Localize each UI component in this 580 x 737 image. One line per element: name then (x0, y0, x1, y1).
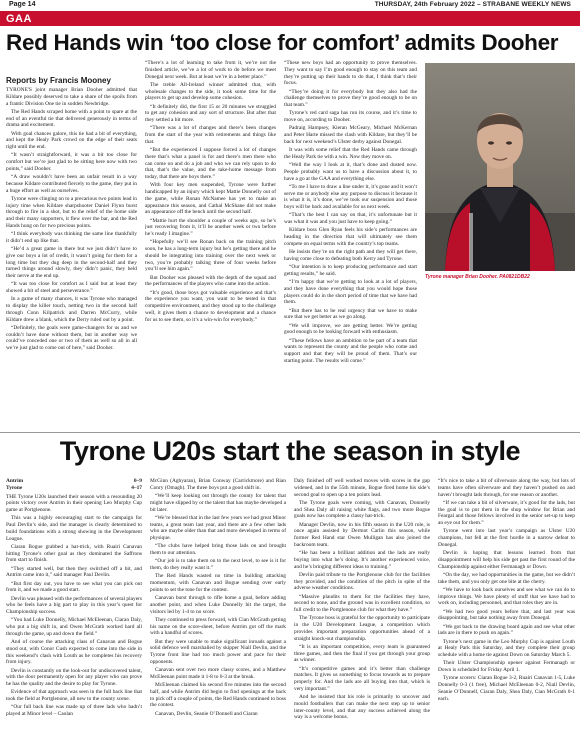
paragraph: “The clubs have helped bring those lads on and brought them to our attention. (150, 543, 286, 556)
paragraph: Manager Devlin, now in his fifth season in the U20 role, is once again assisted by Dermot Carlin this season, while former Red Hand star Owen Mulligan has also joined the backroom team. (294, 521, 430, 548)
paragraph: They continued to press forward, with Cian McGrath getting his name on the score-sheet, before Antrim got off the mark with a handful of scores. (150, 616, 286, 637)
paragraph: “But there has to be real urgency that we have to make sure that we get better as we go along. (284, 307, 417, 321)
paragraph: “It is an important competition, every team is guaranteed three games, and then the final if you get through your group as winner. (294, 643, 430, 664)
paragraph: “It’s nice to take a bit of silverware along the way, but lots of teams have often silverware and they haven’t pushed on and haven’t brought lads through, for one reason or another. (438, 478, 575, 498)
paragraph: Tyrone were clinging on to a precarious two points lead in injury time when Kildare sharpshooter Daniel Flynn burst through to fire in a shot, but to the relief of the home side and their many supporters, it flew over the bar, and the Red Hands hung on for two precious points. (6, 195, 137, 229)
paragraph: “These fellows have an ambition to be part of a team that wants to represent the county and the people who come and support and that they will be proud of them. That’s our starting point. The results will come.” (284, 337, 417, 364)
paragraph: “We got back to the drawing board again and see what other lads are in there to push on again.” (438, 623, 575, 637)
paragraph: Devlin is hoping that lessons learned from that disappointment will help his side get past the first round of the Championship against either Fermanagh or Down. (438, 550, 575, 570)
paragraph: And he insisted that his role is primarily to uncover and mould footballers that can make the next step up to senior inter-county level, and that any success achieved along the way is a welcome bonus. (294, 694, 430, 721)
paragraph: “We have to look back ourselves and see what we can do to improve things. We have plenty of stuff that we have had to work on, including personnel, and that roles they are in. (438, 586, 575, 607)
away-score: 4–17 (131, 484, 142, 491)
paragraph: Tyrone’s next game in the Leo Murphy Cup is against Louth at Healy Park this Saturday, and they complete their group schedule with a home tie against Down on Saturday March 5. (438, 638, 575, 658)
paragraph: Canavan burst through to rifle home a goal, before adding another point, and when Luke Donnelly hit the target, the visitors led by 1-4 to no score. (150, 595, 286, 615)
paragraph: “We had two good years before that, and last year was disappointing, but take nothing away from Donegal. (438, 608, 575, 622)
section-header (0, 12, 580, 26)
paragraph: The Red Hands scraped home with a point to spare at the end of an eventful tie that delivered generously in terms of drama and excitement. (6, 108, 137, 129)
paragraph: “He has been a brilliant addition and the lads are really buying into what he’s doing. It’s another experienced voice, and he’s bringing different ideas to training.” (294, 550, 430, 570)
story-divider (0, 432, 580, 433)
story2-column-2 (150, 478, 286, 737)
paragraph: Devlin is constantly on the look-out for undiscovered talent, with the door permanently open for any player who can prove he has the quality and the desire to play for Tyrone. (6, 667, 142, 687)
paragraph: “On the day, we had opportunities in the game, but we didn’t take them, and you only get one bite at the cherry. (438, 571, 575, 585)
paragraph: Kildare boss Glen Ryan feels his side’s performances are heading in the direction that will ultimately see them compete on equal terms with the country’s top teams. (284, 227, 417, 247)
paragraph: This was a highly encouraging start to the campaign for Paul Devlin’s side, and the manager is clearly determined to build foundations with a strong showing in the Development League. (6, 515, 142, 542)
paragraph: Tyrone’s red card saga has run its course, and it’s time to move on, according to Dooher. (284, 110, 417, 123)
story1-byline: Reports by Francis Mooney (6, 76, 111, 85)
photo-caption: Tyrone manager Brian Dooher. PA0821DB22 (425, 274, 530, 280)
paragraph: In a game of many chances, it was Tyrone who managed to display the killer touch, netting two in the second half through Conn Kilpatrick and Darren McCurry, while Kildare drew a blank, which the Derry ruled out by a point. (6, 296, 137, 323)
paragraph: “I think everybody was thinking the same line thankfully it didn’t end up like that. (6, 231, 137, 244)
paragraph: He insists they’re on the right path and they will get there, having come close to defeating both Kerry and Tyrone. (284, 249, 417, 262)
paragraph: With four key men suspended, Tyrone were further handicapped by an injury which kept Mattie Donnelly out of the game, while Ronan McNamee has yet to make an appearance this season, and Cathal McShane did not make an appearance off the bench until the second half. (145, 182, 276, 216)
paragraph: McEleenan claimed his second five minutes into the second half, and while Antrim did begin to find openings at the back to pick off a couple of points, the Red Hands continued to boss the contest. (150, 682, 286, 709)
paragraph: Devlin paid tribute to the Portglenone club for the facilities they provided, and the condition of the pitch in spite of the adverse weather conditions. (294, 571, 430, 592)
paragraph: And of course the attacking class of Canavan and Bogue stood out, with Conor Cush expected to come into the side in this weekend’s clash with Louth as he completes his recovery from injury. (6, 639, 142, 666)
paragraph: Evidence of that approach was seen in the full back line that took the field at Portglenone, all new to the county scene. (6, 689, 142, 702)
paragraph: “These new boys had an opportunity to prove themselves. They want to say I’m good enough to stay on this team and they’re putting up their hands to do that, I think that’s their focus. (284, 60, 417, 87)
paragraph: Canavan sent over two more classy scores, and a Matthew McEleenan point made it 1-8 to 0-3 at the break. (150, 667, 286, 680)
paragraph: “If we can take a bit of silverware, it’s good for the lads, but the goal is to put them in the shop window for Brian and Feargal and those fellows involved in the senior set-up to keep an eye out for them.” (438, 499, 575, 526)
paragraph: It was with some relief that the Red Hands came through the Healy Park tie with a win. Now they move on. (284, 147, 417, 160)
paragraph: Tyrone went into last year’s campaign as Ulster U20 champions, but fell at the first hurdle in a narrow defeat to Donegal. (438, 528, 575, 548)
paragraph: “There’s a lot of learning to take from it, we’re not the finished article, we’ve a lot of work to do before we meet Donegal next week. But at least we’re in a better place.” (145, 60, 276, 80)
paragraph: THE Tyrone U20s launched their season with a resounding 20 points victory over Antrim in their opening Leo Murphy Cup game at Portglenone. (6, 493, 142, 513)
paragraph: “I’m happy that we’re getting to look at a lot of players, and they have done everything that you would hope those players could do in the short period of time that we have had them. (284, 279, 417, 306)
paragraph: Devlin was pleased with the performances of several players who he feels have a big part to play in this year’s quest for Championship success. (6, 595, 142, 615)
score-line-home (6, 478, 142, 485)
paragraph: Padraig Hampsey, Kieran McGeary, Michael McKernan and Peter Harte missed the clash with Kildare, but they’ll be back for next weekend’s Ulster derby against Donegal. (284, 125, 417, 145)
paragraph: “It’s good, those boys got valuable experience and that’s the experience you want, you want to be tested in that competitive environment, and they stood up to the challenge well, it gives them a chance to development and a chance for us to see them, so it’s a win-win for everybody.” (145, 289, 276, 323)
paragraph: “A draw wouldn’t have been an unfair result in a way because Kildare contributed fiercely to the game, they put in a huge effort as well as ourselves. (6, 174, 137, 194)
story2-column-3 (294, 478, 430, 737)
paragraph: The Tyrone boss is grateful for the opportunity to participate in the U20 Development League, a competition which provides important preparation opportunities ahead of a straight knock-out championship. (294, 615, 430, 642)
paragraph: “You had Luke Donnelly, Michael McEleenan, Ciaran Daly, who put a big shift in, and Owen McGrath worked hard all through the game, up and down the field.” (6, 617, 142, 637)
paragraph: But they were unable to make significant inroads against a solid defence well marshalled by skipper Niall Devlin, and the Tyrone front line had too much power and pace for their opponents. (150, 638, 286, 665)
story2-column-1-body (6, 494, 142, 718)
story2-column-4 (438, 478, 575, 737)
paragraph: TYRONE'S joint manager Brian Dooher admitted that Kildare possibly deserved to take a share of the spoils from a frantic Division One tie in sodden Newbridge. (6, 87, 137, 107)
away-team: Tyrone (6, 484, 23, 491)
paragraph: “Well the way I look at it, that’s done and dusted now. People probably want us to have a discussion about it, to have a go at the GAA and everything else. (284, 162, 417, 182)
story1-column-2 (145, 60, 276, 432)
page-number: Page 14 (9, 1, 36, 8)
paragraph: “Mattie hurt the shoulder a couple of weeks ago, so he’s just recovering from it, it’ll be another week or two before he’s ready I imagine.” (145, 217, 276, 237)
paragraph: “We will improve, we are getting better. We’re getting good enough to be looking forward with enthusiasm. (284, 322, 417, 336)
section-label: GAA (6, 13, 32, 25)
paragraph: With goal chances galore, this tie had a bit of everything, and kept the Healy Park crowd on the edge of their seats right until the end. (6, 130, 137, 150)
paragraph: “He’d a great game in there but we just didn’t have to give our boys a lot of credit, it wasn’t going for them for a long time but they dug deep in the second-half and they turned things around slowly, they didn’t panic, they held their nerve at the end up. (6, 246, 137, 279)
story2-column-1 (6, 478, 142, 737)
story1-column-1 (6, 87, 137, 432)
score-line-away (6, 485, 142, 492)
paragraph: “We’re blessed that in the last few years we had great Minor teams, a great team last year, and there are a few other lads who are maybe older than that and more developed in terms of physique. (150, 514, 286, 541)
paragraph: The treble All-Ireland winner admitted that, with wholesale changes to the side, it took some time for the players to get up and develop some cohesion. (145, 81, 276, 102)
paragraph: “It definitely did, the first 15 or 20 minutes we struggled to get any cohesion and any sort of structure. But after that they settled a bit more. (145, 103, 276, 123)
paragraph: “But the experienced I suppose forced a lot of changes there that’s what a panel is for and there’s men there who can come on and do a job and who we can rely upon to do that, that’s the value, and the take-home message from today, that there are boys there.” (145, 147, 276, 180)
paragraph: The Red Hands wasted no time in building attacking momentum, with Canavan and Bogue sending over early points to set the tone for the contest. (150, 573, 286, 593)
story1-column-3 (284, 60, 417, 432)
paragraph: “Definitely, the goals were game-changers for us and we couldn’t have done without them, but in another way we could’ve conceded one or two of them as well so all in all we’re just glad to come out of here,” said Dooher. (6, 324, 137, 351)
paragraph: “It wasn’t straightforward, it was a bit too close for comfort but we’re just glad to be sitting here now with two points,” said Dooher. (6, 152, 137, 172)
page-folio (0, 0, 580, 12)
paragraph: “Massive plaudits to them for the facilities they have, second to none, and the ground was in excellent condition, so full credit to the Portglenone club for what they have.” (294, 593, 430, 613)
paragraph: “But first day out, you have to see what you can pick out from it, and we made a good start. (6, 580, 142, 594)
paragraph: But Dooher was pleased with the depth of the squad and the performances of the players who came into the action. (145, 274, 276, 288)
story1-headline: Red Hands win ‘too close for comfort’ admits Dooher (6, 30, 559, 55)
paragraph: “It was too close for comfort as I said but at least they showed a bit of steel and perseverance.” (6, 281, 137, 294)
paragraph: “To me I have to draw a line under it, it’s gone and it won’t serve me or anybody else any purpose to discuss it because it is what it is, it’s done, we’ve took our suspension and those boys will be back and available for us next week. (284, 183, 417, 210)
paragraph: Canavan, Devlin, Seanie O’Donnell and Ciaran (155, 710, 258, 717)
page-date: THURSDAY, 24th February 2022 – STRABANE WEEKLY NEWS (374, 1, 571, 8)
paragraph: “There was a lot of changes and there’s been changes from the start of the year with retirements and things like that. (145, 125, 276, 145)
paragraph: Daly finished off well worked moves with scores in the gap widened, and in the 55th minute, Bogue fired home his side’s second goal to open up a ten points lead. (294, 478, 430, 498)
paragraph: “Our intention is to keep producing performance and start getting results,” he said. (284, 264, 417, 277)
manager-photo (425, 63, 575, 271)
paragraph: McGinn (Aghyaran), Brian Conway (Carrickmore) and Rian Conry (Omagh). The three boys put a good shift in. (150, 478, 286, 491)
paragraph: Their Ulster Championship opener against Fermanagh or Down is scheduled for Friday April 1. (438, 660, 575, 673)
home-team: Antrim (6, 478, 24, 484)
paragraph: “They’re doing it for everybody but they also had the challenge themselves to prove they’re good enough to be on that team.” (284, 88, 417, 108)
home-score: 0–9 (133, 478, 142, 484)
paragraph: The Tyrone goals were coming, with Canavan, Donnelly and Shea Daly all raising white flags, and two more Bogue goals now has complete a classy hat-trick. (294, 499, 430, 520)
paragraph: “That’s the best I can say on that, it’s unfortunate but it was what it was and you just have to keep going.” (284, 212, 417, 225)
paragraph: “We’ll keep looking out through the county for talent that might have slipped by or the talent that has maybe developed a bit later. (150, 493, 286, 513)
story2-headline: Tyrone U20s start the season in style (59, 436, 521, 466)
paragraph: Tyrone scorers: Ciaran Bogue 3-2, Ruairi Canavan 1-5, Luke Donnelly 0-3 (1 free), Michael McEleenan 0-2, Niall Devlin, Seanie O’Donnell, Ciaran Daly, Shea Daly, Cian McGrath 0-1 each. (438, 675, 575, 702)
paragraph: “Our full back line was made up of three lads who hadn’t played at Minor level – Caolan (6, 704, 142, 717)
paragraph: “Hopefully we’ll see Ronan back on the training pitch soon, he has a long-term injury but he’s getting there and he should be integrating into training over the next week or two, you’re probably talking three of four weeks before you’ll see him again.” (145, 239, 276, 273)
paragraph: Ciaran Bogue grabbed a hat-trick, with Ruairi Canavan hitting Tyrone’s other goal as they dominated the Saffrons from start to finish. (6, 543, 142, 564)
paragraph: “Our job is to take them on to the next level, to see is it for them, do they really want it.” (150, 558, 286, 571)
paragraph: “It’s competitive games and it’s better than challenge matches. It gives us something to focus towards as to prepare properly for. And the lads are all buying into that, which is very important.” (294, 665, 430, 692)
paragraph: “They started well, but then they switched off a bit, and Antrim came into it,” said manager Paul Devlin. (6, 565, 142, 579)
